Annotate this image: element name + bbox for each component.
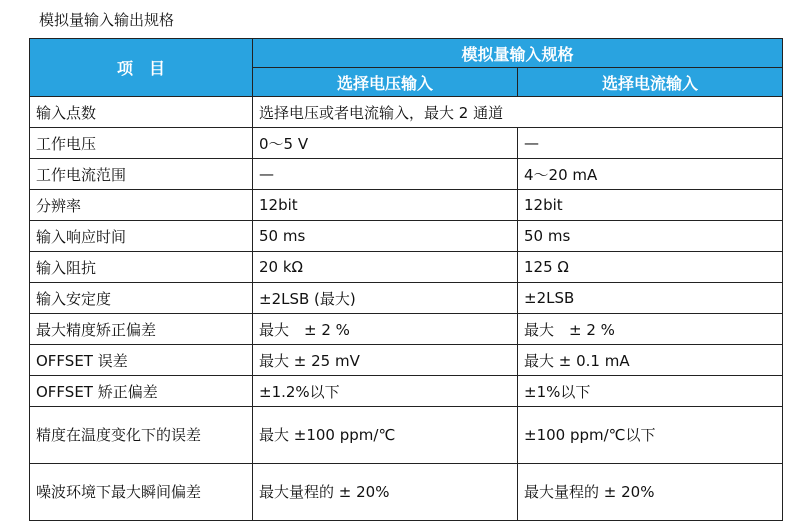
table-row bbox=[30, 314, 783, 345]
current-value: — bbox=[518, 128, 783, 159]
table-row bbox=[30, 407, 783, 464]
row-label: 精度在温度变化下的误差 bbox=[30, 407, 253, 464]
table-row bbox=[30, 345, 783, 376]
voltage-value: 最大 ± 25 mV bbox=[253, 345, 518, 376]
row-label: OFFSET 误差 bbox=[30, 345, 253, 376]
current-value: 最大 ± 0.1 mA bbox=[518, 345, 783, 376]
current-value: ±1%以下 bbox=[518, 376, 783, 407]
voltage-value: 最大 ±100 ppm/℃ bbox=[253, 407, 518, 464]
row-label: 输入阻抗 bbox=[30, 252, 253, 283]
table-row bbox=[30, 252, 783, 283]
current-value: 125 Ω bbox=[518, 252, 783, 283]
row-label: 最大精度矫正偏差 bbox=[30, 314, 253, 345]
table-row bbox=[30, 221, 783, 252]
table-caption: 模拟量输入输出规格 bbox=[39, 11, 175, 29]
row-label: 输入响应时间 bbox=[30, 221, 253, 252]
row-label: 分辨率 bbox=[30, 190, 253, 221]
voltage-value: 50 ms bbox=[253, 221, 518, 252]
voltage-value: 0～5 V bbox=[253, 128, 518, 159]
row-label: 输入安定度 bbox=[30, 283, 253, 314]
table-row bbox=[30, 283, 783, 314]
table-row bbox=[30, 128, 783, 159]
current-header: 选择电流输入 bbox=[518, 68, 783, 97]
voltage-value: 12bit bbox=[253, 190, 518, 221]
group-header: 模拟量输入规格 bbox=[253, 39, 783, 68]
table-row bbox=[30, 464, 783, 521]
table-row bbox=[30, 190, 783, 221]
voltage-value: 20 kΩ bbox=[253, 252, 518, 283]
current-value: 50 ms bbox=[518, 221, 783, 252]
voltage-value: 最大 ± 2 % bbox=[253, 314, 518, 345]
row-merged-value: 选择电压或者电流输入，最大 2 通道 bbox=[253, 97, 783, 128]
header-row-1 bbox=[30, 39, 783, 68]
spec-table bbox=[29, 38, 783, 521]
voltage-header: 选择电压输入 bbox=[253, 68, 518, 97]
voltage-value: ±1.2%以下 bbox=[253, 376, 518, 407]
row-label: 工作电压 bbox=[30, 128, 253, 159]
row-label: 输入点数 bbox=[30, 97, 253, 128]
current-value: 12bit bbox=[518, 190, 783, 221]
table-row bbox=[30, 376, 783, 407]
current-value: 最大量程的 ± 20% bbox=[518, 464, 783, 521]
voltage-value: — bbox=[253, 159, 518, 190]
voltage-value: 最大量程的 ± 20% bbox=[253, 464, 518, 521]
current-value: ±100 ppm/℃以下 bbox=[518, 407, 783, 464]
current-value: 4～20 mA bbox=[518, 159, 783, 190]
table-row bbox=[30, 97, 783, 128]
row-label: 噪波环境下最大瞬间偏差 bbox=[30, 464, 253, 521]
row-label: OFFSET 矫正偏差 bbox=[30, 376, 253, 407]
current-value: 最大 ± 2 % bbox=[518, 314, 783, 345]
voltage-value: ±2LSB (最大) bbox=[253, 283, 518, 314]
current-value: ±2LSB bbox=[518, 283, 783, 314]
table-row bbox=[30, 159, 783, 190]
item-header: 项 目 bbox=[30, 39, 253, 97]
row-label: 工作电流范围 bbox=[30, 159, 253, 190]
